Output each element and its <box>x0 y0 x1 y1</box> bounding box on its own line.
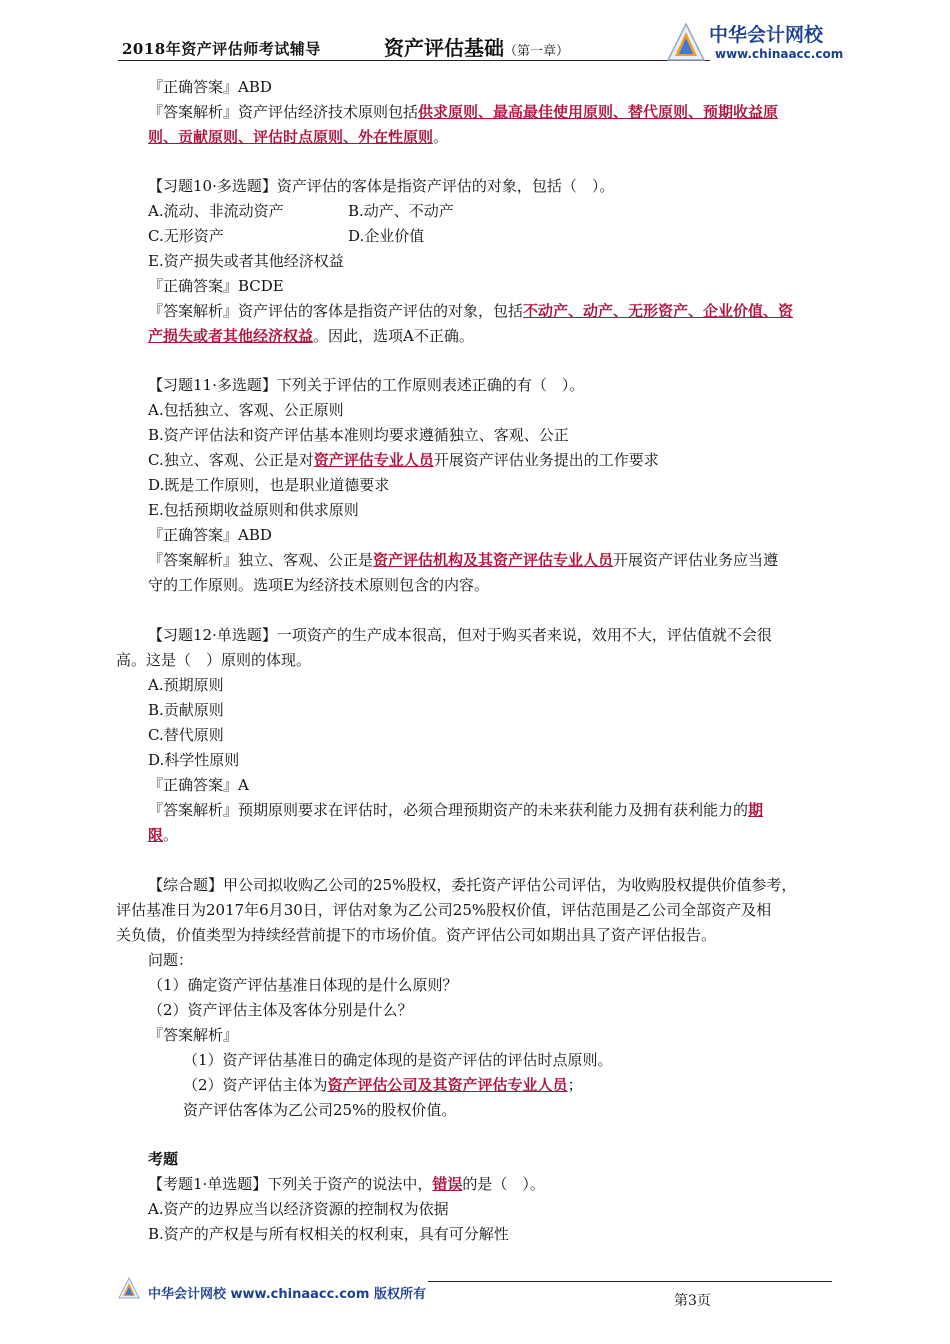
q11-stem: 【习题11·多选题】下列关于评估的工作原则表述正确的有（ ）。 <box>148 376 585 394</box>
highlight-text: 资产评估机构及其资产评估专业人员 <box>373 551 614 569</box>
comprehensive-explanation-label: 『答案解析』 <box>148 1026 239 1044</box>
q11-option-e: E.包括预期收益原则和供求原则 <box>148 501 359 519</box>
comprehensive-stem-line3: 关负债，价值类型为持续经营前提下的市场价值。资产评估公司如期出具了资产评估报告。 <box>116 926 717 944</box>
text: 『答案解析』预期原则要求在评估时，必须合理预期资产的未来获利能力及拥有获利能力的 <box>148 801 749 819</box>
subject-name: 资产评估基础 <box>384 36 504 60</box>
q10-explanation-line2 <box>148 326 474 346</box>
logo-url: www.chinaacc.com <box>715 47 844 61</box>
header-divider <box>118 60 710 61</box>
comprehensive-question-2: （2）资产评估主体及客体分别是什么？ <box>148 1001 413 1019</box>
logo-triangle-icon <box>666 20 706 64</box>
q12-stem-line2: 高。这是（ ）原则的体现。 <box>116 651 312 669</box>
q12-option-d: D.科学性原则 <box>148 751 240 769</box>
comprehensive-question-1: （1）确定资产评估基准日体现的是什么原则？ <box>148 976 458 994</box>
text: C.独立、客观、公正是对 <box>148 451 314 469</box>
exam-q1-stem <box>148 1174 545 1194</box>
q11-option-b: B.资产评估法和资产评估基本准则均要求遵循独立、客观、公正 <box>148 426 569 444</box>
comprehensive-answer-1: （1）资产评估基准日的确定体现的是资产评估的评估时点原则。 <box>183 1051 613 1069</box>
q10-stem: 【习题10·多选题】资产评估的客体是指资产评估的对象，包括（ ）。 <box>148 177 615 195</box>
text: 的是（ ）。 <box>462 1175 545 1193</box>
header-subject-title <box>384 32 569 61</box>
highlight-text: 不动产、动产、无形资产、企业价值、资 <box>523 302 794 320</box>
text: 『答案解析』资产评估的客体是指资产评估的对象，包括 <box>148 302 524 320</box>
header-course-title: 2018年资产评估师考试辅导 <box>122 40 321 58</box>
q11-explanation-line1 <box>148 550 778 570</box>
q11-option-a: A.包括独立、客观、公正原则 <box>148 401 344 419</box>
text: ； <box>567 1076 583 1094</box>
text: 。 <box>163 826 179 844</box>
q12-stem-line1: 【习题12·单选题】一项资产的生产成本很高，但对于购买者来说，效用不大，评估值就不会很 <box>148 626 772 644</box>
chapter-label: （第一章） <box>504 44 570 59</box>
q10-correct-answer: 『正确答案』BCDE <box>148 277 284 295</box>
q10-explanation-line1 <box>148 301 793 321</box>
page-number: 第3页 <box>674 1293 711 1309</box>
q10-option-a: A.流动、非流动资产 <box>148 202 284 220</box>
text: 『答案解析』独立、客观、公正是 <box>148 551 374 569</box>
q12-explanation-line1 <box>148 800 763 820</box>
q9-explanation-line2 <box>148 127 448 147</box>
q11-correct-answer: 『正确答案』ABD <box>148 526 272 544</box>
text: 【考题1·单选题】下列关于资产的说法中， <box>148 1175 433 1193</box>
q10-option-e: E.资产损失或者其他经济权益 <box>148 252 344 270</box>
footer-logo-icon <box>118 1276 140 1300</box>
comprehensive-answer-2 <box>183 1075 583 1095</box>
exam-q1-option-a: A.资产的边界应当以经济资源的控制权为依据 <box>148 1200 449 1218</box>
comprehensive-stem-line1: 【综合题】甲公司拟收购乙公司的25%股权，委托资产评估公司评估，为收购股权提供价值参考， <box>148 876 797 894</box>
q10-option-b: B.动产、不动产 <box>348 202 454 220</box>
q11-option-d: D.既是工作原则，也是职业道德要求 <box>148 476 390 494</box>
text: 开展资产评估业务应当遵 <box>613 551 779 569</box>
comprehensive-stem-line2: 评估基准日为2017年6月30日，评估对象为乙公司25%股权价值，评估范围是乙公司全部资产及相 <box>116 901 772 919</box>
q11-option-c <box>148 450 659 470</box>
comprehensive-question-label: 问题： <box>148 951 194 969</box>
text: 。因此，选项A不正确。 <box>313 327 474 345</box>
exam-heading: 考题 <box>148 1150 179 1168</box>
highlight-text: 资产评估专业人员 <box>313 451 434 469</box>
text: （2）资产评估主体为 <box>183 1076 328 1094</box>
highlight-text: 限 <box>148 826 164 844</box>
highlight-text: 错误 <box>432 1175 463 1193</box>
text: 『答案解析』资产评估经济技术原则包括 <box>148 103 419 121</box>
footer-copyright: 中华会计网校 www.chinaacc.com 版权所有 <box>148 1287 426 1302</box>
q12-explanation-line2 <box>148 825 178 845</box>
highlight-text: 产损失或者其他经济权益 <box>148 327 314 345</box>
exam-q1-option-b: B.资产的产权是与所有权相关的权利束，具有可分解性 <box>148 1225 509 1243</box>
comprehensive-answer-3: 资产评估客体为乙公司25%的股权价值。 <box>183 1101 457 1119</box>
highlight-text: 期 <box>748 801 764 819</box>
q12-option-c: C.替代原则 <box>148 726 224 744</box>
highlight-text: 供求原则、最高最佳使用原则、替代原则、预期收益原 <box>418 103 779 121</box>
q10-option-d: D.企业价值 <box>348 227 425 245</box>
q12-correct-answer: 『正确答案』A <box>148 776 249 794</box>
q9-explanation-line1 <box>148 102 778 122</box>
highlight-text: 则、贡献原则、评估时点原则、外在性原则 <box>148 128 434 146</box>
q11-explanation-line2: 守的工作原则。选项E为经济技术原则包含的内容。 <box>148 576 489 594</box>
q9-correct-answer: 『正确答案』ABD <box>148 78 272 96</box>
q12-option-a: A.预期原则 <box>148 676 224 694</box>
q12-option-b: B.贡献原则 <box>148 701 224 719</box>
highlight-text: 资产评估公司及其资产评估专业人员 <box>327 1076 568 1094</box>
q10-option-c: C.无形资产 <box>148 227 224 245</box>
footer-divider <box>428 1281 832 1282</box>
logo-name: 中华会计网校 <box>709 24 824 46</box>
text: 开展资产评估业务提出的工作要求 <box>433 451 659 469</box>
text: 。 <box>433 128 449 146</box>
chinaacc-logo <box>666 20 846 64</box>
